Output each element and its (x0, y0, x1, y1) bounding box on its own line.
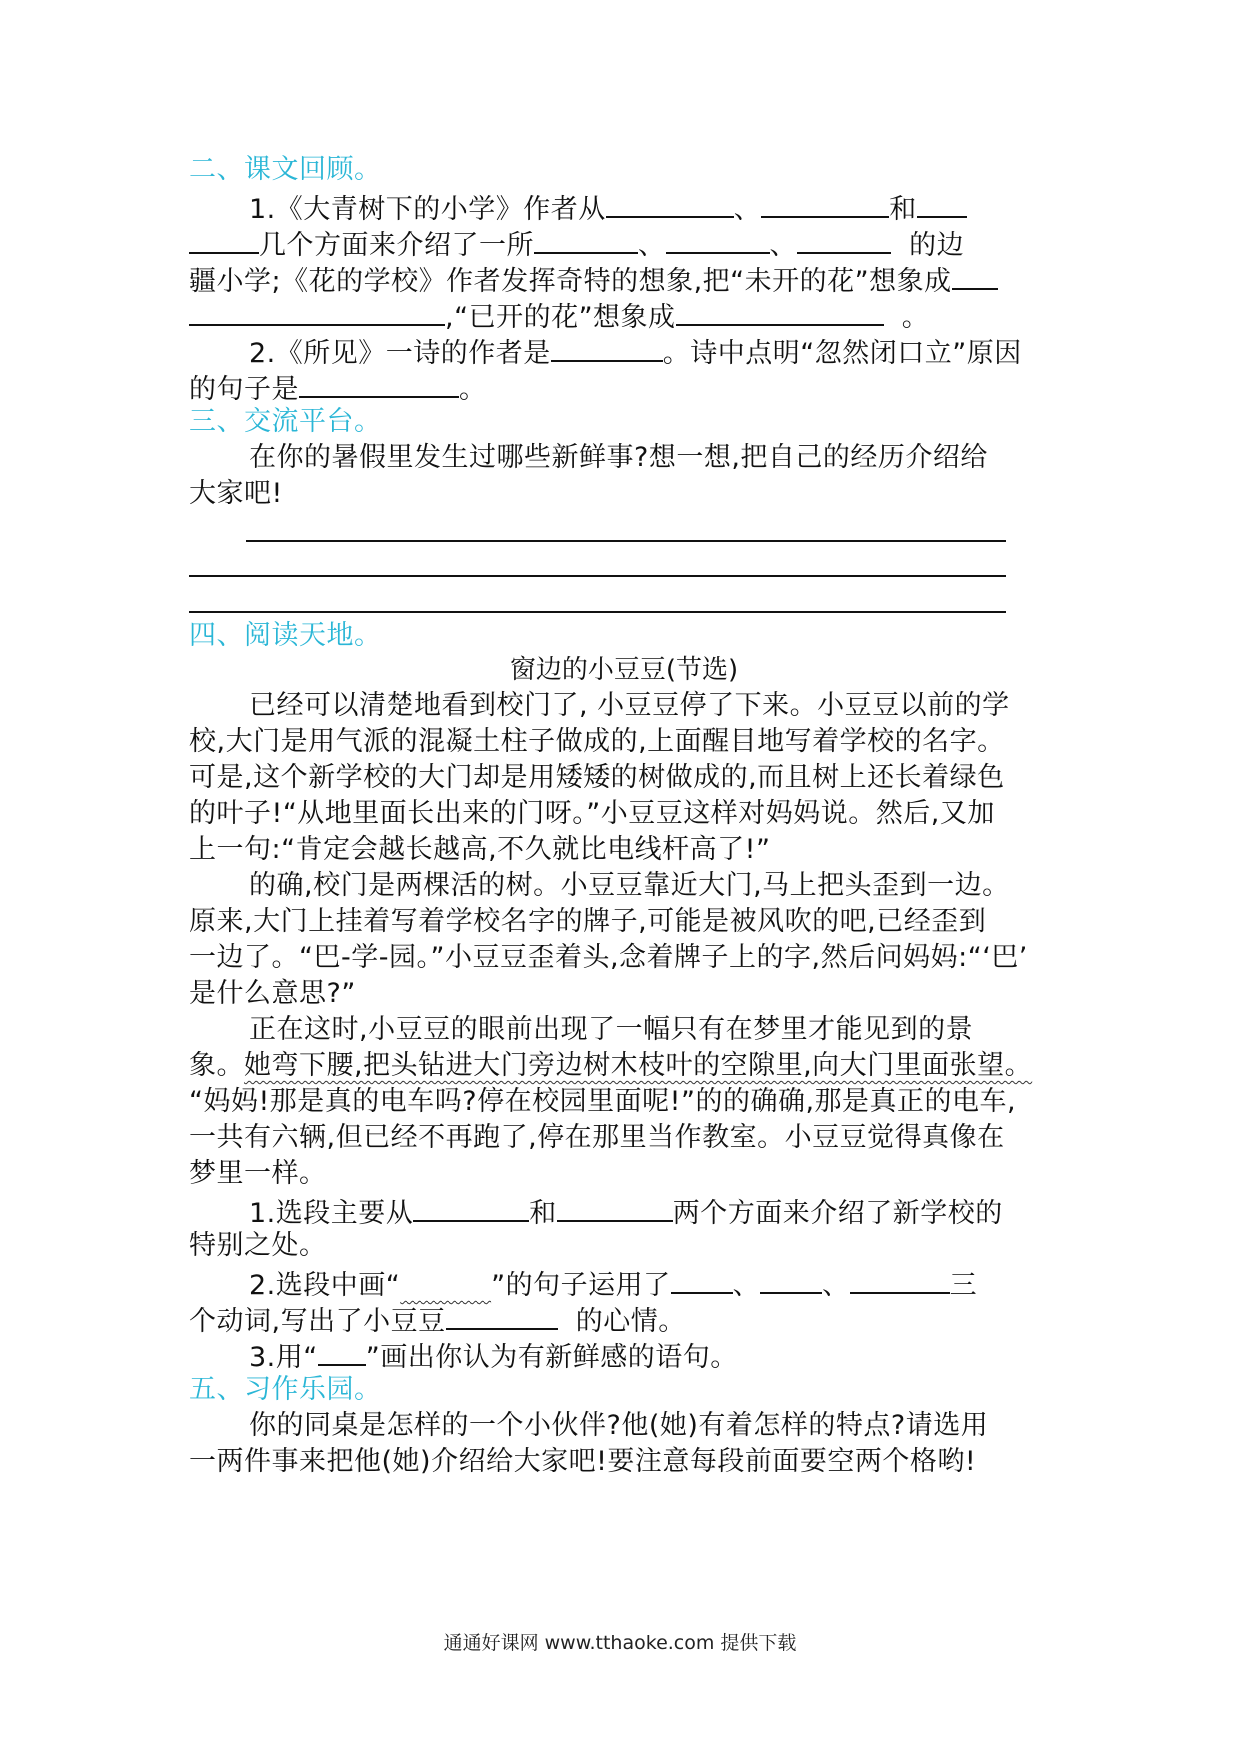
writing-prompt-line1: 你的同桌是怎样的一个小伙伴?他(她)有着怎样的特点?请选用 (249, 1410, 989, 1441)
blank[interactable] (534, 224, 638, 254)
writing-line[interactable] (189, 611, 1006, 613)
passage-line: 正在这时,小豆豆的眼前出现了一幅只有在梦里才能见到的景 (249, 1014, 974, 1045)
blank[interactable] (606, 188, 734, 218)
passage-line: 是什么意思?” (189, 978, 356, 1009)
writing-line[interactable] (189, 575, 1006, 577)
blank[interactable] (413, 1192, 529, 1222)
blank[interactable] (671, 1264, 733, 1294)
blank[interactable] (189, 224, 259, 254)
writing-prompt-line2: 一两件事来把他(她)介绍给大家吧!要注意每段前面要空两个格哟! (189, 1446, 977, 1477)
passage-line: 一边了。“巴-学-园。”小豆豆歪着头,念着牌子上的字,然后问妈妈:“‘巴’ (189, 942, 1028, 973)
passage-line: 上一句:“肯定会越长越高,不久就比电线杆高了!” (189, 834, 771, 865)
blank[interactable] (797, 224, 891, 254)
section-heading-review: 二、课文回顾。 (189, 154, 382, 185)
blank[interactable] (189, 296, 445, 326)
passage-line: 梦里一样。 (189, 1158, 327, 1189)
section-heading-reading: 四、阅读天地。 (189, 620, 382, 651)
review-q2-line1: 2.《所见》一诗的作者是 。诗中点明“忽然闭口立”原因 (249, 332, 1059, 368)
wavy-line-sample (400, 1270, 491, 1301)
passage-line: 校,大门是用气派的混凝土柱子做成的,上面醒目地写着学校的名字。 (189, 726, 1005, 757)
section-heading-exchange: 三、交流平台。 (189, 406, 382, 437)
passage-line: 象。她弯下腰,把头钻进大门旁边树木枝叶的空隙里,向大门里面张望。 (189, 1050, 1033, 1081)
passage-line: 一共有六辆,但已经不再跑了,停在那里当作教室。小豆豆觉得真像在 (189, 1122, 1005, 1153)
writing-line[interactable] (246, 540, 1006, 542)
passage-line: “妈妈!那是真的电车吗?停在校园里面呢!”的的确确,那是真正的电车, (189, 1086, 1017, 1117)
blank[interactable] (676, 296, 884, 326)
reading-q3-line: 3.用“ ”画出你认为有新鲜感的语句。 (249, 1336, 1059, 1372)
blank[interactable] (952, 260, 998, 290)
passage-line: 原来,大门上挂着写着学校名字的牌子,可能是被风吹的吧,已经歪到 (189, 906, 987, 937)
passage-title: 窗边的小豆豆(节选) (509, 655, 739, 685)
reading-q1-line2: 特别之处。 (189, 1230, 327, 1261)
passage-line: 可是,这个新学校的大门却是用矮矮的树做成的,而且树上还长着绿色 (189, 762, 1005, 793)
blank[interactable] (850, 1264, 950, 1294)
section-heading-writing: 五、习作乐园。 (189, 1374, 382, 1405)
passage-line: 的确,校门是两棵活的树。小豆豆靠近大门,马上把头歪到一边。 (249, 870, 1010, 901)
blank[interactable] (551, 332, 663, 362)
reading-q1-line1: 1.选段主要从 和 两个方面来介绍了新学校的 (249, 1192, 1059, 1228)
wavy-underlined-sentence: 她弯下腰,把头钻进大门旁边树木枝叶的空隙里,向大门里面张望。 (244, 1050, 1033, 1081)
exchange-prompt-line1: 在你的暑假里发生过哪些新鲜事?想一想,把自己的经历介绍给 (249, 442, 988, 473)
footer-source: 通通好课网 www.tthaoke.com 提供下载 (443, 1632, 797, 1654)
straight-line-sample (318, 1336, 366, 1366)
blank[interactable] (760, 1264, 822, 1294)
review-q2-line2: 的句子是 。 (189, 368, 1059, 404)
blank[interactable] (299, 368, 459, 398)
review-q1-line2: 几个方面来介绍了一所 、 、 的边 (189, 224, 1059, 260)
reading-q2-line2: 个动词,写出了小豆豆 的心情。 (189, 1300, 1059, 1336)
passage-line: 已经可以清楚地看到校门了, 小豆豆停了下来。小豆豆以前的学 (249, 690, 1010, 721)
reading-q2-line1: 2.选段中画“ ”的句子运用了 、 、 三 (249, 1264, 1059, 1300)
exchange-prompt-line2: 大家吧! (189, 478, 283, 509)
blank[interactable] (557, 1192, 673, 1222)
review-q1-line4: ,“已开的花”想象成 。 (189, 296, 1059, 332)
blank[interactable] (917, 188, 967, 218)
blank[interactable] (446, 1300, 558, 1330)
review-q1-line1: 1.《大青树下的小学》作者从 、 和 (249, 188, 1059, 224)
review-q1-line3: 疆小学;《花的学校》作者发挥奇特的想象,把“未开的花”想象成 (189, 260, 1059, 296)
blank[interactable] (666, 224, 770, 254)
passage-line: 的叶子!“从地里面长出来的门呀。”小豆豆这样对妈妈说。然后,又加 (189, 798, 995, 829)
blank[interactable] (761, 188, 889, 218)
